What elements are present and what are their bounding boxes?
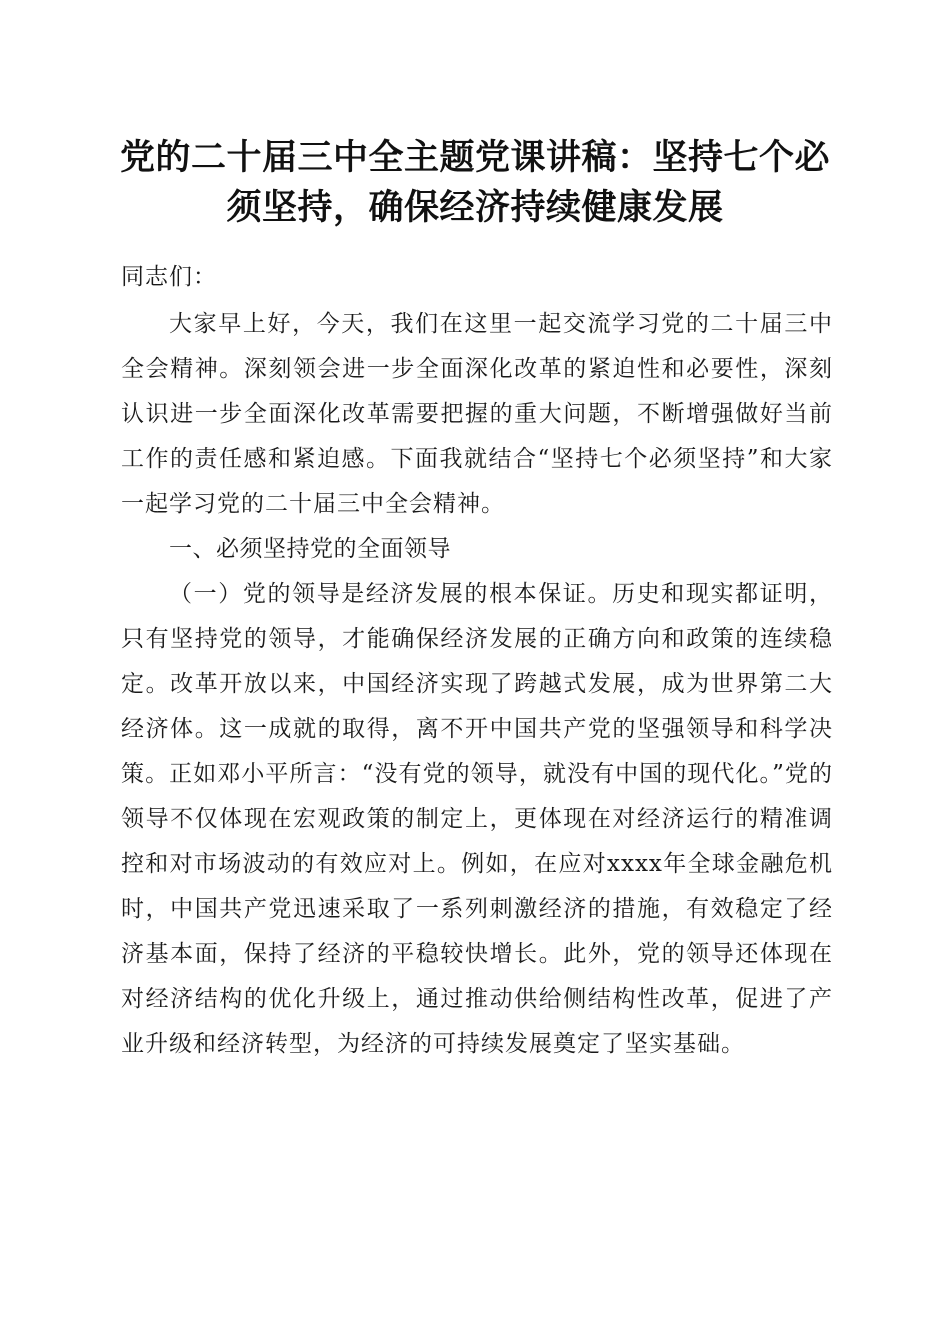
subsection-body: 历史和现实都证明，只有坚持党的领导，才能确保经济发展的正确方向和政策的连续稳定。改革开放以来，中国经济实现了跨越式发展，成为世界第二大经济体。这一成就的取得，离不开中国共产党的坚强领导和科学决策。正如邓小平所言：“没有党的领导，就没有中国的现代化。”党的领导不仅体现在宏观政策的制定上，更体现在对经济运行的精准调控和对市场波动的有效应对上。例如，在应对xxxx年全球金融危机时，中国共产党迅速采取了一系列刺激经济的措施，有效稳定了经济基本面，保持了经济的平稳较快增长。此外，党的领导还体现在对经济结构的优化升级上，通过推动供给侧结构性改革，促进了产业升级和经济转型，为经济的可持续发展奠定了坚实基础。 [121, 581, 834, 1057]
salutation: 同志们： [121, 264, 217, 290]
section-1-paragraph-1 [121, 572, 833, 1067]
title-line-2: 须坚持，确保经济持续健康发展 [226, 188, 724, 228]
intro-paragraph: 大家早上好，今天，我们在这里一起交流学习党的二十届三中全会精神。深刻领会进一步全面深化改革的紧迫性和必要性，深刻认识进一步全面深化改革需要把握的重大问题，不断增强做好当前工作的责任感和紧迫感。下面我就结合“坚持七个必须坚持”和大家一起学习党的二十届三中全会精神。 [121, 311, 833, 517]
document-title [100, 133, 850, 233]
section-heading-1: 一、必须坚持党的全面领导 [169, 536, 451, 562]
subsection-heading: （一）党的领导是经济发展的根本保证。 [169, 581, 613, 607]
title-line-1: 党的二十届三中全主题党课讲稿：坚持七个必 [119, 138, 830, 178]
document-body [121, 255, 833, 1067]
